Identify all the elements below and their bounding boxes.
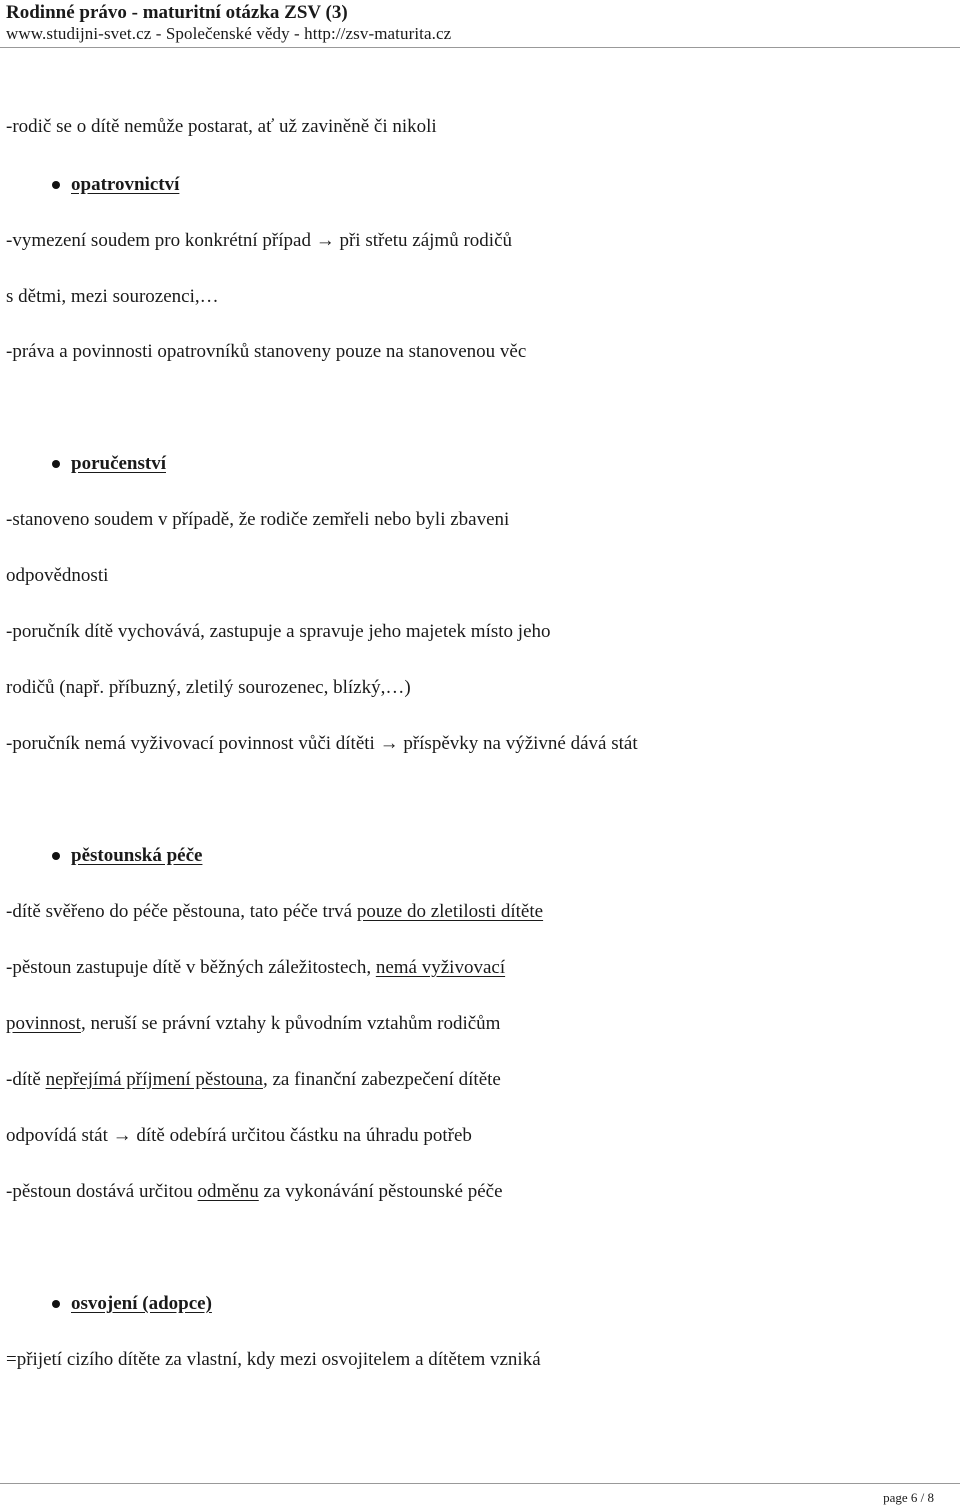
text-segment: -dítě svěřeno do péče pěstouna, tato péče trvá	[6, 901, 357, 922]
text-segment: -dítě	[6, 1069, 46, 1090]
document-title: Rodinné právo - maturitní otázka ZSV (3)	[6, 2, 348, 23]
page-number: page 6 / 8	[883, 1490, 934, 1505]
text-segment: -pěstoun zastupuje dítě v běžných záležitostech,	[6, 957, 376, 978]
text-line: -práva a povinnosti opatrovníků stanoveny pouze na stanovenou věc	[6, 341, 527, 362]
text-line: s dětmi, mezi sourozenci,…	[6, 286, 219, 307]
underlined-text: povinnost	[6, 1013, 81, 1034]
underlined-text: odměnu	[197, 1181, 259, 1202]
text-line: -poručník dítě vychovává, zastupuje a spravuje jeho majetek místo jeho	[6, 621, 551, 642]
bullet-icon	[52, 460, 60, 468]
text-line: odpovědnosti	[6, 565, 109, 586]
text-line: odpovídá stát → dítě odebírá určitou částku na úhradu potřeb	[6, 1125, 472, 1146]
text-line: -poručník nemá vyživovací povinnost vůči dítěti → příspěvky na výživné dává stát	[6, 733, 638, 754]
text-line: -rodič se o dítě nemůže postarat, ať už zaviněně či nikoli	[6, 116, 437, 137]
text-line	[6, 957, 505, 979]
header-divider	[0, 47, 960, 48]
bullet-icon	[52, 181, 60, 189]
underlined-text: nepřejímá příjmení pěstouna	[45, 1069, 263, 1090]
bullet-icon	[52, 852, 60, 860]
text-line: -vymezení soudem pro konkrétní případ → při střetu zájmů rodičů	[6, 230, 513, 251]
text-segment: za vykonávání pěstounské péče	[258, 1181, 503, 1202]
text-line	[6, 901, 543, 923]
bullet-icon	[52, 1300, 60, 1308]
heading-pestounska-pece: pěstounská péče	[71, 845, 203, 866]
document-header	[6, 2, 451, 44]
text-line	[6, 1181, 503, 1203]
text-line: -stanoveno soudem v případě, že rodiče zemřeli nebo byli zbaveni	[6, 509, 510, 530]
text-line	[6, 1013, 500, 1035]
underlined-text: pouze do zletilosti dítěte	[356, 901, 544, 922]
source-url: www.studijni-svet.cz - Společenské vědy - http://zsv-maturita.cz	[6, 24, 452, 43]
text-line	[6, 1069, 501, 1091]
text-line: =přijetí cizího dítěte za vlastní, kdy mezi osvojitelem a dítětem vzniká	[6, 1349, 541, 1370]
footer-divider	[0, 1483, 960, 1484]
heading-porucenstvi: poručenství	[71, 453, 166, 474]
text-line: rodičů (např. příbuzný, zletilý sourozenec, blízký,…)	[6, 677, 411, 698]
text-segment: , neruší se právní vztahy k původním vztahům rodičům	[80, 1013, 501, 1034]
heading-opatrovnictvi: opatrovnictví	[71, 174, 180, 195]
heading-osvojeni: osvojení (adopce)	[71, 1293, 212, 1314]
text-segment: -pěstoun dostává určitou	[6, 1181, 198, 1202]
text-segment: , za finanční zabezpečení dítěte	[262, 1069, 501, 1090]
underlined-text: nemá vyživovací	[375, 957, 506, 978]
